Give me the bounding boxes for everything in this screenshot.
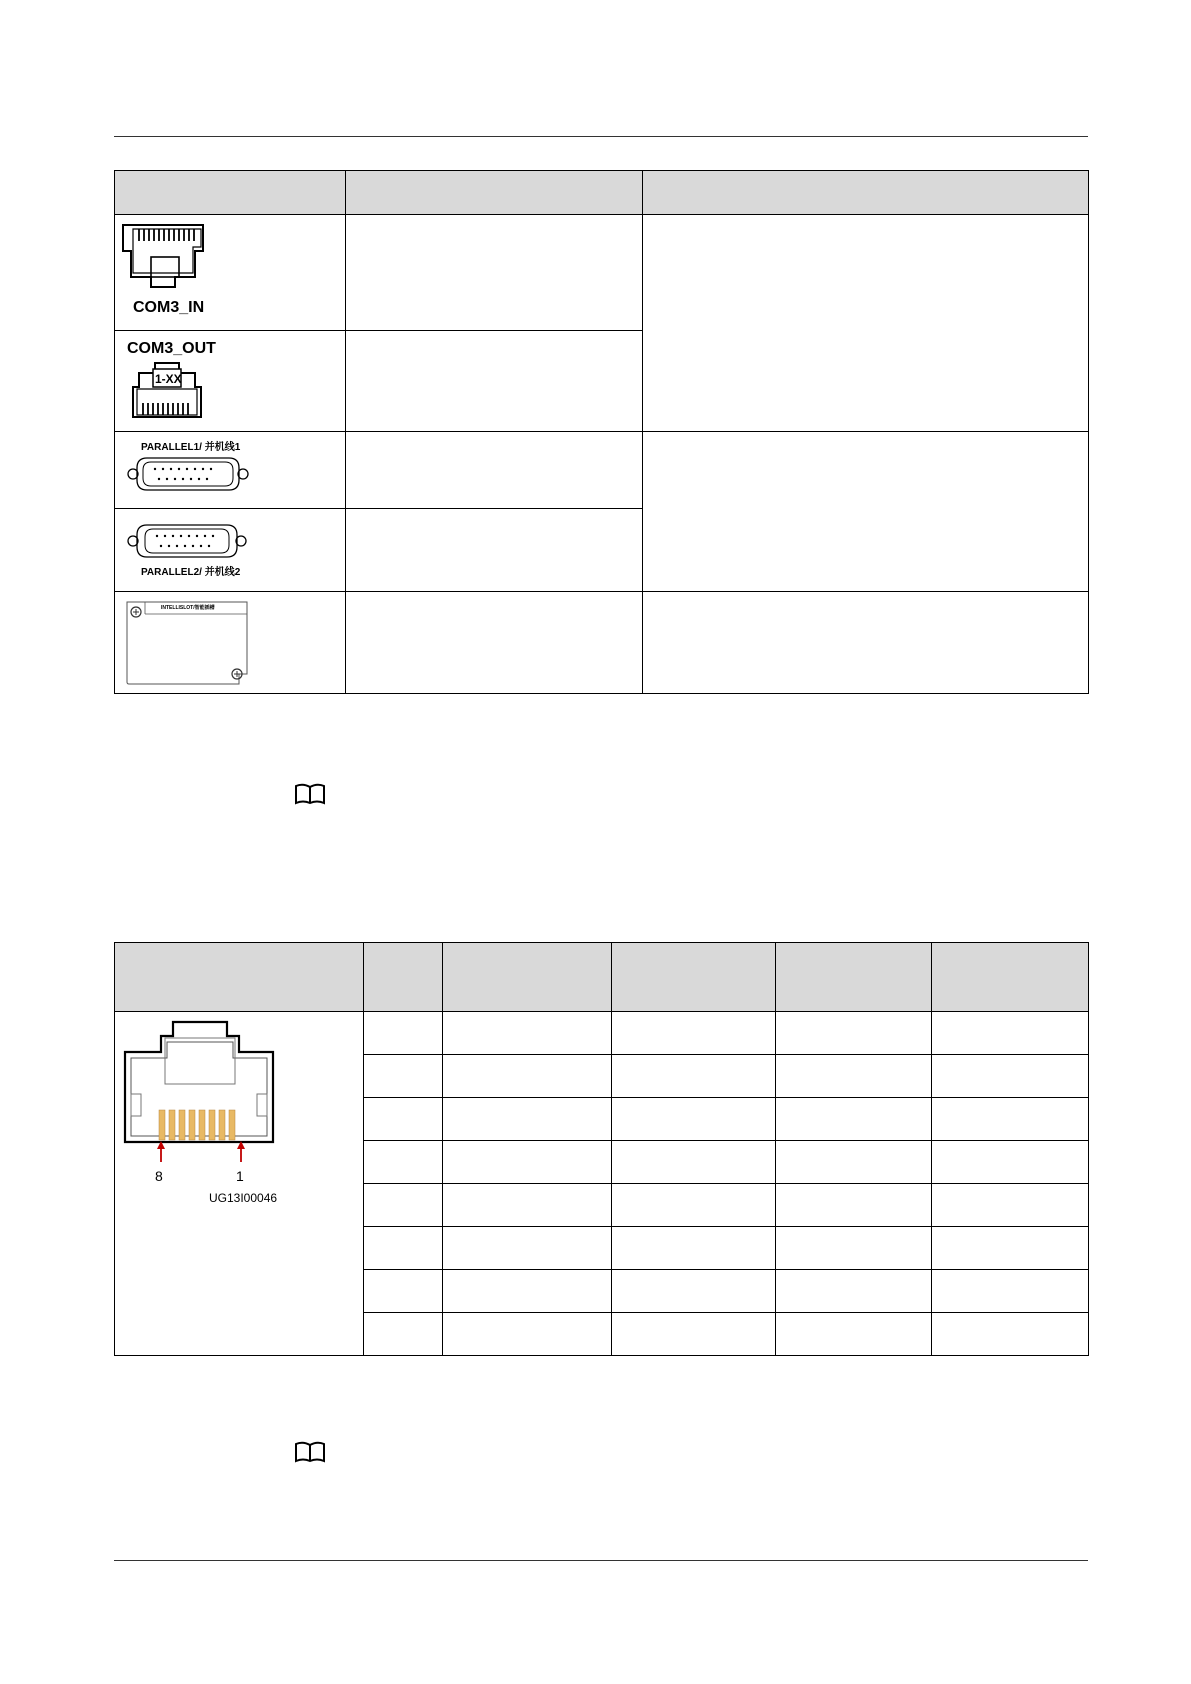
cell	[776, 1098, 932, 1141]
name-cell	[346, 331, 643, 432]
cell	[364, 1141, 443, 1184]
name-cell	[346, 432, 643, 509]
port-image-cell	[115, 592, 346, 694]
cell	[776, 1012, 932, 1055]
port-label: PARALLEL1/ 并机线1	[141, 442, 241, 453]
db15-port-icon	[115, 509, 344, 590]
footer-rule	[114, 1560, 1088, 1561]
name-cell	[346, 592, 643, 694]
table-row	[115, 432, 1089, 509]
port-image-cell	[115, 432, 346, 509]
cell	[364, 1313, 443, 1356]
header-cell	[643, 171, 1089, 215]
cell	[364, 1012, 443, 1055]
intellislot-card-icon	[115, 592, 344, 692]
cell	[776, 1055, 932, 1098]
ports-table	[114, 170, 1089, 694]
pin-label-8: 8	[155, 1168, 163, 1184]
header-cell	[346, 171, 643, 215]
rj45-port-icon	[115, 215, 344, 329]
cell	[443, 1227, 612, 1270]
cell	[932, 1098, 1089, 1141]
ports-table-header	[115, 171, 1089, 215]
cell	[932, 1227, 1089, 1270]
cell	[932, 1313, 1089, 1356]
cell	[776, 1141, 932, 1184]
cell	[612, 1141, 776, 1184]
port-label: COM3_IN	[133, 299, 205, 316]
cell	[612, 1098, 776, 1141]
cell	[443, 1313, 612, 1356]
pinout-table-header	[115, 943, 1089, 1012]
cell	[364, 1055, 443, 1098]
table-row	[115, 1012, 1089, 1055]
table-row	[115, 215, 1089, 331]
port-label: PARALLEL2/ 并机线2	[141, 567, 241, 578]
cell	[364, 1227, 443, 1270]
cell	[364, 1184, 443, 1227]
port-inner-label: 1-XX	[155, 372, 182, 386]
description-cell	[643, 432, 1089, 592]
header-cell	[776, 943, 932, 1012]
cell	[443, 1098, 612, 1141]
header-cell	[115, 943, 364, 1012]
cell	[932, 1184, 1089, 1227]
cell	[612, 1184, 776, 1227]
cell	[364, 1270, 443, 1313]
header-cell	[364, 943, 443, 1012]
cell	[612, 1227, 776, 1270]
db15-port-icon	[115, 432, 344, 507]
description-cell	[643, 215, 1089, 432]
pin-label-1: 1	[236, 1168, 244, 1184]
pinout-table	[114, 942, 1089, 1356]
cell	[776, 1184, 932, 1227]
port-label: INTELLISLOT/智能插槽	[161, 605, 215, 611]
cell	[443, 1270, 612, 1313]
header-cell	[612, 943, 776, 1012]
cell	[612, 1270, 776, 1313]
cell	[776, 1270, 932, 1313]
header-cell	[443, 943, 612, 1012]
description-cell	[643, 592, 1089, 694]
cell	[932, 1270, 1089, 1313]
figure-id: UG13I00046	[209, 1191, 278, 1205]
cell	[612, 1313, 776, 1356]
port-label: COM3_OUT	[127, 340, 216, 357]
rj45-pinout-diagram	[115, 1012, 362, 1212]
header-cell	[115, 171, 346, 215]
cell	[932, 1141, 1089, 1184]
cell	[443, 1141, 612, 1184]
cell	[612, 1055, 776, 1098]
header-rule	[114, 136, 1088, 137]
cell	[932, 1055, 1089, 1098]
cell	[776, 1313, 932, 1356]
cell	[932, 1012, 1089, 1055]
cell	[443, 1055, 612, 1098]
cell	[612, 1012, 776, 1055]
cell	[443, 1184, 612, 1227]
book-note-icon	[294, 783, 326, 805]
cell	[364, 1098, 443, 1141]
header-cell	[932, 943, 1089, 1012]
port-image-cell	[115, 331, 346, 432]
port-image-cell	[115, 215, 346, 331]
name-cell	[346, 509, 643, 592]
cell	[443, 1012, 612, 1055]
pinout-image-cell	[115, 1012, 364, 1356]
rj45-port-icon	[115, 331, 344, 430]
table-row	[115, 592, 1089, 694]
cell	[776, 1227, 932, 1270]
name-cell	[346, 215, 643, 331]
book-note-icon	[294, 1441, 326, 1463]
port-image-cell	[115, 509, 346, 592]
